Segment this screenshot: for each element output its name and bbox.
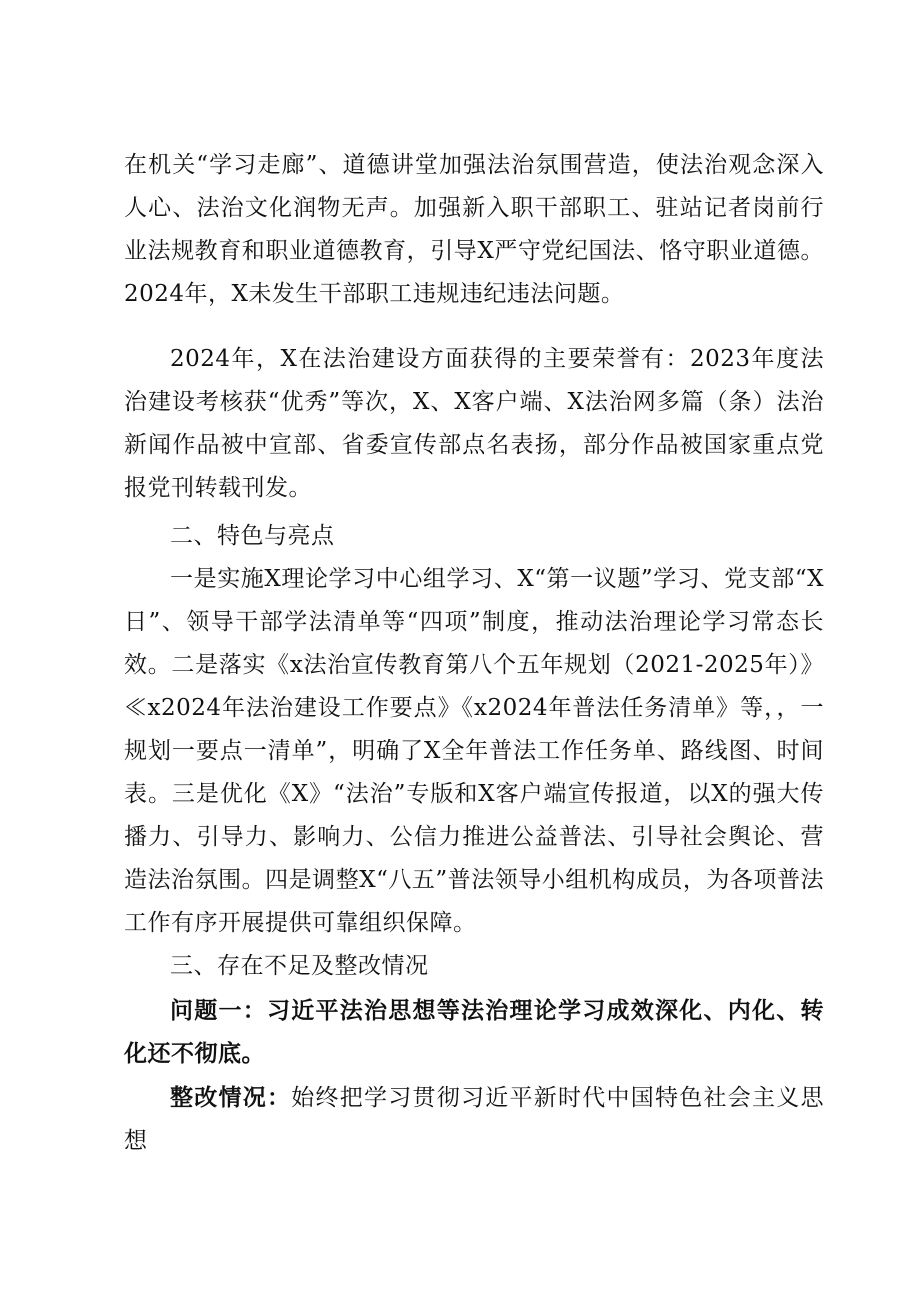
paragraph-legal-culture: 在机关“学习走廊”、道德讲堂加强法治氛围营造，使法治观念深入人心、法治文化润物无声。加强新入职干部职工、驻站记者岗前行业法规教育和职业道德教育，引导X严守党纪国法、恪守职业道德。2024年，X未发生干部职工违规违纪违法问题。 [124, 152, 824, 307]
problem-one-heading: 问题一：习近平法治思想等法治理论学习成效深化、内化、转化还不彻底。 [124, 997, 824, 1067]
rectification-label: 整改情况： [170, 1084, 292, 1111]
paragraph-features-detail: 一是实施X理论学习中心组学习、X“第一议题”学习、党支部“X日”、领导干部学法清单等“四项”制度，推动法治理论学习常态长效。二是落实《x法治宣传教育第八个五年规划（2021-2025年）》≪x2024年法治建设工作要点》《x2024年普法任务清单》等，，一规划一要点一清单”，明确了X全年普法工作任务单、路线图、时间表。三是优化《X》“法治”专版和X客户端宣传报道，以X的强大传播力、引导力、影响力、公信力推进公益普法、引导社会舆论、营造法治氛围。四是调整X“八五”普法领导小组机构成员，为各项普法工作有序开展提供可靠组织保障。 [124, 566, 824, 936]
paragraph-honors: 2024年，X在法治建设方面获得的主要荣誉有：2023年度法治建设考核获“优秀”等次，X、X客户端、X法治网多篇（条）法治新闻作品被中宣部、省委宣传部点名表扬，部分作品被国家重点党报党刊转载刊发。 [124, 346, 824, 501]
paragraph-rectification [124, 1076, 824, 1163]
rectification-text: 始终把学习贯彻习近平新时代中国特色社会主义思想 [124, 1085, 824, 1154]
section-heading-features: 二、特色与亮点 [170, 523, 335, 549]
section-heading-shortcomings: 三、存在不足及整改情况 [170, 953, 429, 979]
